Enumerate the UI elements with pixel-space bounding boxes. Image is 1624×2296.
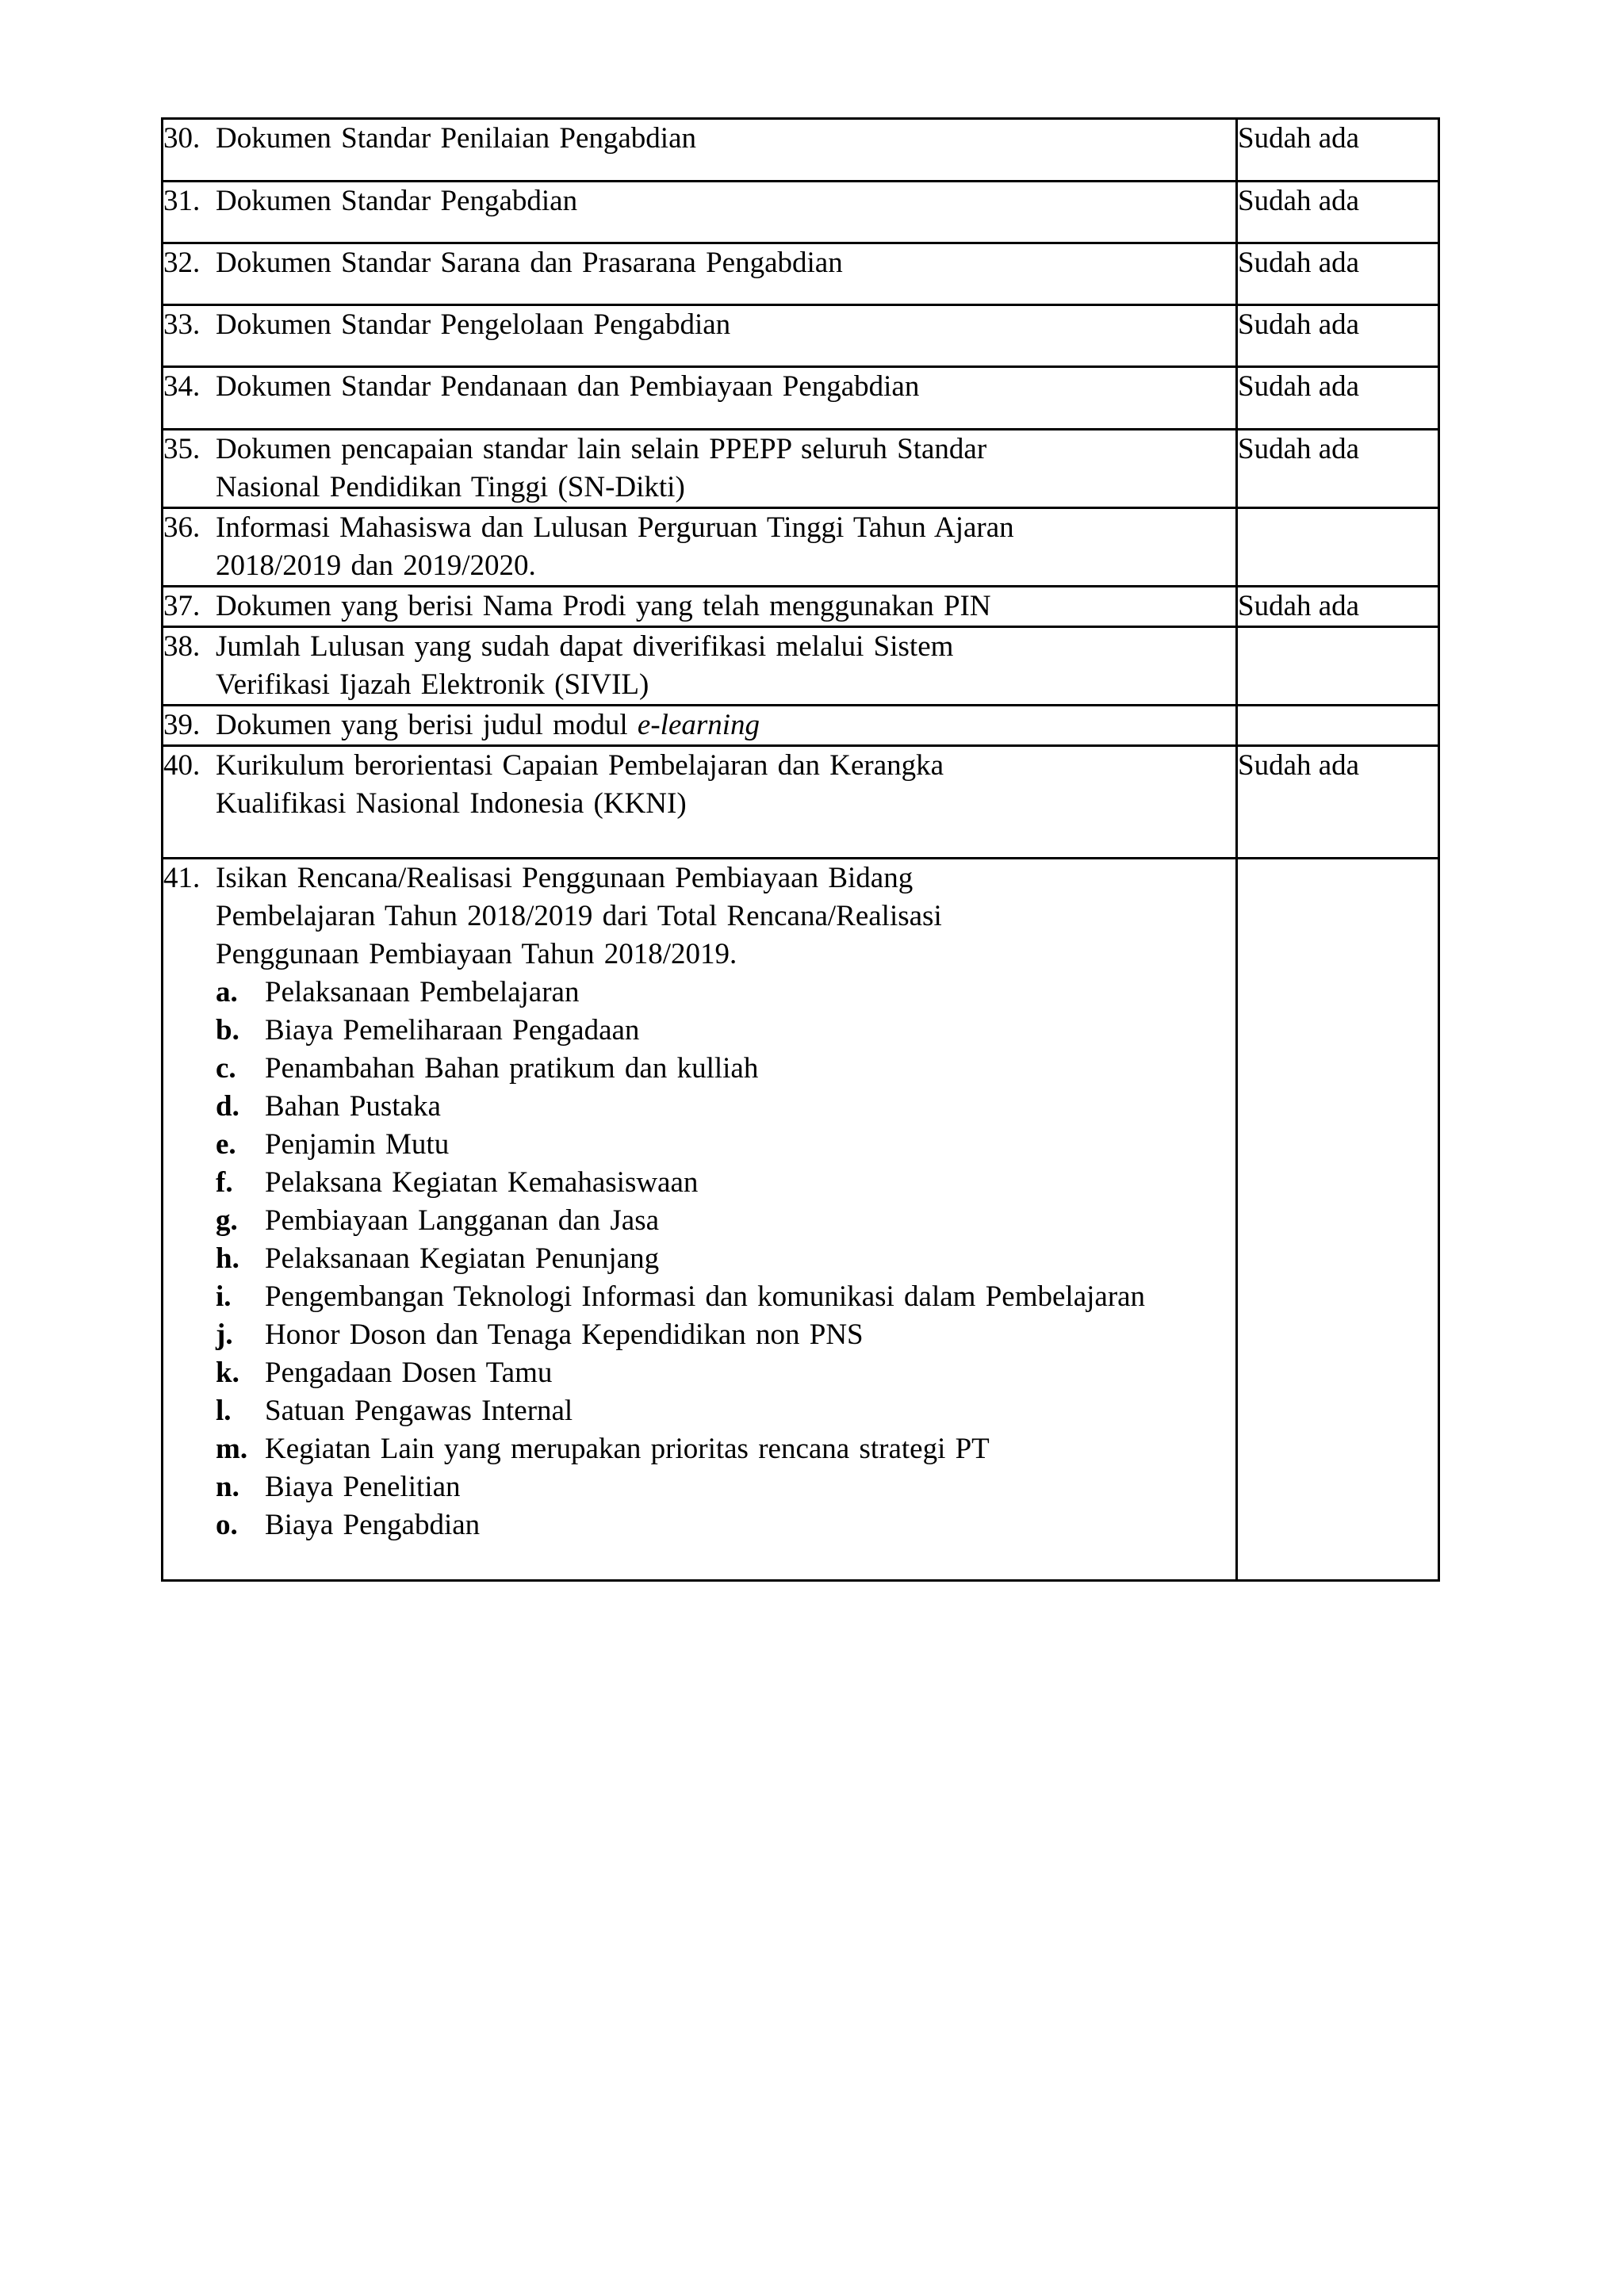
item-number: 39.: [163, 709, 201, 741]
table-row: [163, 706, 1439, 746]
status-cell: Sudah ada: [1237, 746, 1439, 859]
subitem-list: [163, 974, 1235, 1544]
table-row: [163, 305, 1439, 367]
status-cell: Sudah ada: [1237, 119, 1439, 182]
status-cell: Sudah ada: [1237, 182, 1439, 243]
subitem-letter: g.: [216, 1204, 238, 1237]
item-text: Dokumen Standar Pengelolaan Pengabdian: [216, 308, 731, 341]
status-cell: Sudah ada: [1237, 587, 1439, 627]
item-cell: [163, 182, 1237, 243]
item-text-line: Pembelajaran Tahun 2018/2019 dari Total Rencana/Realisasi: [216, 900, 942, 932]
subitem-letter: m.: [216, 1433, 248, 1465]
item-cell: [163, 706, 1237, 746]
table-row: [163, 119, 1439, 182]
item-number: 40.: [163, 749, 201, 782]
subitem-label: Pembiayaan Langganan dan Jasa: [265, 1204, 660, 1237]
item-cell: [163, 508, 1237, 587]
item-number: 31.: [163, 185, 201, 217]
subitem-label: Penjamin Mutu: [265, 1128, 450, 1161]
item-text-line: Jumlah Lulusan yang sudah dapat diverifikasi melalui Sistem: [216, 630, 954, 663]
status-cell: Sudah ada: [1237, 305, 1439, 367]
subitem-letter: k.: [216, 1357, 239, 1389]
item-text: [216, 747, 1235, 823]
subitem-label: Kegiatan Lain yang merupakan prioritas rencana strategi PT: [265, 1433, 990, 1465]
subitem: [216, 1316, 1235, 1354]
item-cell: [163, 746, 1237, 859]
document-checklist-table: [161, 117, 1440, 1582]
subitem-label: Pelaksanaan Pembelajaran: [265, 976, 580, 1008]
subitem: [216, 1468, 1235, 1506]
item-text-line: Kurikulum berorientasi Capaian Pembelajaran dan Kerangka: [216, 749, 944, 782]
status-cell: Sudah ada: [1237, 243, 1439, 305]
subitem-letter: h.: [216, 1242, 239, 1275]
item-cell: [163, 859, 1237, 1581]
subitem-letter: l.: [216, 1395, 232, 1427]
subitem-label: Pengadaan Dosen Tamu: [265, 1357, 553, 1389]
subitem-letter: j.: [216, 1318, 233, 1351]
subitem-label: Penambahan Bahan pratikum dan kulliah: [265, 1052, 759, 1085]
item-cell: [163, 119, 1237, 182]
subitem: [216, 1392, 1235, 1430]
subitem-label: Satuan Pengawas Internal: [265, 1395, 573, 1427]
item-number: 35.: [163, 433, 201, 465]
subitem-letter: f.: [216, 1166, 233, 1199]
item-number: 34.: [163, 370, 201, 403]
item-number: 36.: [163, 511, 201, 544]
item-text: Dokumen Standar Sarana dan Prasarana Pengabdian: [216, 247, 843, 279]
item-number: 32.: [163, 247, 201, 279]
status-cell: [1237, 859, 1439, 1581]
item-text-line: Kualifikasi Nasional Indonesia (KKNI): [216, 787, 687, 820]
table-row: [163, 859, 1439, 1581]
item-text-line: Nasional Pendidikan Tinggi (SN-Dikti): [216, 471, 685, 503]
item-text: Dokumen yang berisi Nama Prodi yang telah menggunakan PIN: [216, 590, 991, 622]
subitem: [216, 1088, 1235, 1126]
item-text-line: Isikan Rencana/Realisasi Penggunaan Pembiayaan Bidang: [216, 862, 914, 894]
status-cell: [1237, 508, 1439, 587]
subitem-letter: a.: [216, 976, 238, 1008]
item-number: 38.: [163, 630, 201, 663]
item-text: [216, 430, 1235, 507]
subitem: [216, 1126, 1235, 1164]
subitem-label: Biaya Pemeliharaan Pengadaan: [265, 1014, 640, 1047]
subitem-letter: b.: [216, 1014, 239, 1047]
table-row: [163, 746, 1439, 859]
table-row: [163, 182, 1439, 243]
subitem-letter: e.: [216, 1128, 236, 1161]
item-number: 30.: [163, 122, 201, 155]
subitem: [216, 1240, 1235, 1278]
item-number: 33.: [163, 308, 201, 341]
table-row: [163, 587, 1439, 627]
subitem: [216, 1050, 1235, 1088]
table-row: [163, 367, 1439, 430]
item-text: Dokumen Standar Pendanaan dan Pembiayaan Pengabdian: [216, 370, 920, 403]
item-text-italic: e-learning: [637, 709, 760, 741]
subitem: [216, 1202, 1235, 1240]
table-row: [163, 243, 1439, 305]
subitem-label: Pelaksana Kegiatan Kemahasiswaan: [265, 1166, 699, 1199]
item-text: [216, 859, 1235, 974]
item-text-line: Verifikasi Ijazah Elektronik (SIVIL): [216, 668, 649, 701]
item-text: [216, 706, 1235, 744]
subitem-letter: i.: [216, 1280, 232, 1313]
subitem-label: Biaya Penelitian: [265, 1471, 461, 1503]
item-cell: [163, 430, 1237, 508]
item-text: [216, 628, 1235, 704]
subitem-label: Honor Doson dan Tenaga Kependidikan non PNS: [265, 1318, 864, 1351]
subitem-letter: c.: [216, 1052, 236, 1085]
subitem-label: Biaya Pengabdian: [265, 1509, 481, 1541]
item-cell: [163, 305, 1237, 367]
item-cell: [163, 627, 1237, 706]
subitem-label: Bahan Pustaka: [265, 1090, 441, 1123]
item-text-line: 2018/2019 dan 2019/2020.: [216, 549, 536, 582]
subitem-label: Pelaksanaan Kegiatan Penunjang: [265, 1242, 660, 1275]
subitem-letter: o.: [216, 1509, 238, 1541]
subitem: [216, 1164, 1235, 1202]
item-text-line: Penggunaan Pembiayaan Tahun 2018/2019.: [216, 938, 737, 970]
subitem: [216, 1430, 1235, 1468]
item-text: Dokumen Standar Pengabdian: [216, 185, 578, 217]
item-text: [216, 509, 1235, 585]
table-row: [163, 430, 1439, 508]
item-number: 41.: [163, 862, 201, 894]
status-cell: Sudah ada: [1237, 430, 1439, 508]
item-cell: [163, 243, 1237, 305]
table-row: [163, 627, 1439, 706]
status-cell: Sudah ada: [1237, 367, 1439, 430]
subitem: [216, 1354, 1235, 1392]
subitem-letter: d.: [216, 1090, 239, 1123]
status-cell: [1237, 706, 1439, 746]
subitem-label: Pengembangan Teknologi Informasi dan komunikasi dalam Pembelajaran: [265, 1280, 1146, 1313]
subitem: [216, 1012, 1235, 1050]
item-text-line: Dokumen pencapaian standar lain selain PPEPP seluruh Standar: [216, 433, 987, 465]
item-text: Dokumen Standar Penilaian Pengabdian: [216, 122, 697, 155]
item-number: 37.: [163, 590, 201, 622]
item-cell: [163, 367, 1237, 430]
subitem-letter: n.: [216, 1471, 239, 1503]
table-row: [163, 508, 1439, 587]
subitem: [216, 1506, 1235, 1544]
item-text-plain: Dokumen yang berisi judul modul: [216, 709, 638, 741]
subitem: [216, 974, 1235, 1012]
status-cell: [1237, 627, 1439, 706]
item-text-line: Informasi Mahasiswa dan Lulusan Perguruan Tinggi Tahun Ajaran: [216, 511, 1014, 544]
item-cell: [163, 587, 1237, 627]
subitem: [216, 1278, 1235, 1316]
